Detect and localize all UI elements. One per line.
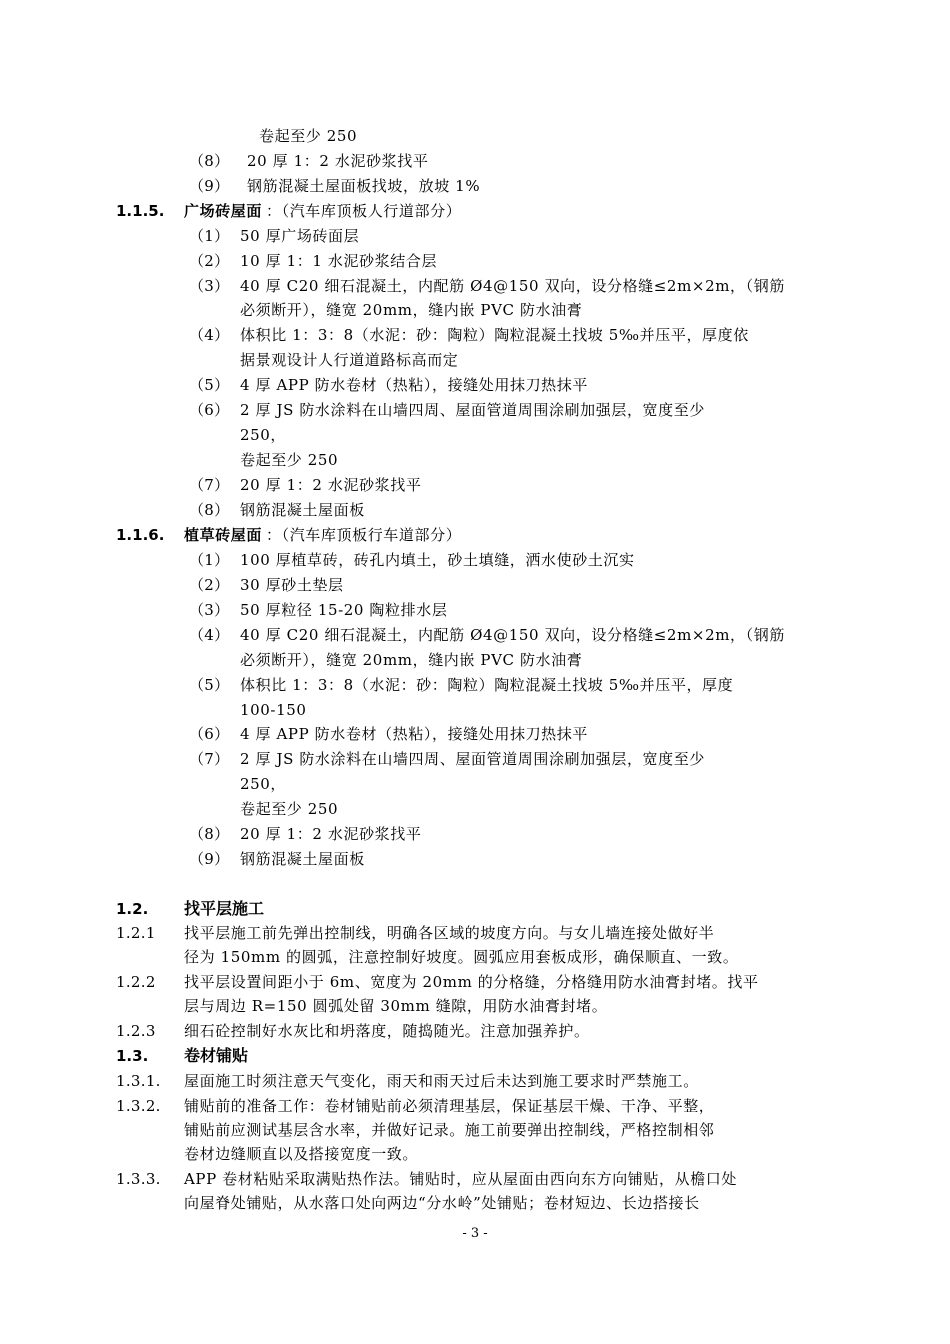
item-text: 100 厚植草砖，砖孔内填土，砂土填缝，洒水使砂土沉实 bbox=[240, 551, 635, 569]
item-text: 50 厚粒径 15-20 陶粒排水层 bbox=[240, 601, 448, 619]
item-number: （6） bbox=[189, 725, 230, 743]
item-text: 2 厚 JS 防水涂料在山墙四周、屋面管道周围涂刷加强层，宽度至少 bbox=[240, 750, 705, 768]
item-text: 钢筋混凝土屋面板找坡，放坡 1% bbox=[247, 177, 481, 195]
paragraph-text-continued: 层与周边 R=150 圆弧处留 30mm 缝隙，用防水油膏封堵。 bbox=[184, 997, 608, 1015]
paragraph-text: 细石砼控制好水灰比和坍落度，随捣随光。注意加强养护。 bbox=[184, 1022, 590, 1040]
item-text-continued: 卷起至少 250 bbox=[240, 451, 339, 469]
paragraph-text: 屋面施工时须注意天气变化，雨天和雨天过后未达到施工要求时严禁施工。 bbox=[184, 1072, 699, 1090]
paragraph-text: APP 卷材粘贴采取满贴热作法。铺贴时，应从屋面由西向东方向铺贴，从檐口处 bbox=[184, 1170, 737, 1188]
paragraph-number: 1.3.2. bbox=[116, 1097, 161, 1115]
item-text: 钢筋混凝土屋面板 bbox=[240, 850, 365, 868]
item-number: （3） bbox=[189, 277, 230, 295]
item-number: （4） bbox=[189, 626, 230, 644]
paragraph-text: 找平层施工前先弹出控制线，明确各区域的坡度方向。与女儿墙连接处做好半 bbox=[184, 924, 715, 942]
item-number: （9） bbox=[189, 177, 230, 195]
item-text: 50 厚广场砖面层 bbox=[240, 227, 360, 245]
page-number: - 3 - bbox=[462, 1226, 488, 1241]
paragraph-text: 铺贴前的准备工作：卷材铺贴前必须清理基层，保证基层干燥、干净、平整， bbox=[184, 1097, 715, 1115]
item-text: 40 厚 C20 细石混凝土，内配筋 Ø4@150 双向，设分格缝≤2m×2m，（钢筋 bbox=[240, 277, 785, 295]
section-number: 1.2. bbox=[116, 900, 149, 918]
item-number: （8） bbox=[189, 825, 230, 843]
item-text-continued: 卷起至少 250 bbox=[240, 800, 339, 818]
paragraph-text-continued: 铺贴前应测试基层含水率，并做好记录。施工前要弹出控制线，严格控制相邻 bbox=[184, 1121, 715, 1139]
paragraph-text-continued: 卷材边缝顺直以及搭接宽度一致。 bbox=[184, 1145, 419, 1163]
paragraph-number: 1.3.1. bbox=[116, 1072, 161, 1090]
section-subtitle: ：（汽车库顶板行车道部分） bbox=[266, 526, 462, 544]
paragraph-text: 找平层设置间距小于 6m、宽度为 20mm 的分格缝，分格缝用防水油膏封堵。找平 bbox=[184, 973, 759, 991]
item-text-continued: 100-150 bbox=[240, 701, 307, 719]
section-title: 找平层施工 bbox=[184, 899, 265, 918]
paragraph-number: 1.3.3. bbox=[116, 1170, 161, 1188]
item-number: （5） bbox=[189, 376, 230, 394]
paragraph-number: 1.2.2 bbox=[116, 973, 156, 991]
item-text: 4 厚 APP 防水卷材（热粘），接缝处用抹刀热抹平 bbox=[240, 376, 588, 394]
section-number: 1.1.5. bbox=[116, 202, 165, 220]
item-text: 20 厚 1：2 水泥砂浆找平 bbox=[240, 825, 422, 843]
item-text-continued: 据景观设计人行道道路标高而定 bbox=[240, 351, 459, 369]
item-text: 体积比 1：3：8（水泥：砂：陶粒）陶粒混凝土找坡 5‰并压平，厚度依 bbox=[240, 326, 749, 344]
section-title: 卷材铺贴 bbox=[184, 1046, 249, 1065]
item-number: （3） bbox=[189, 601, 230, 619]
item-text: 40 厚 C20 细石混凝土，内配筋 Ø4@150 双向，设分格缝≤2m×2m，（钢筋 bbox=[240, 626, 785, 644]
section-number: 1.1.6. bbox=[116, 526, 165, 544]
item-number: （8） bbox=[189, 152, 230, 170]
item-text: 4 厚 APP 防水卷材（热粘），接缝处用抹刀热抹平 bbox=[240, 725, 588, 743]
item-number: （5） bbox=[189, 676, 230, 694]
item-text: 20 厚 1：2 水泥砂浆找平 bbox=[247, 152, 429, 170]
item-text-continued: 250， bbox=[240, 426, 287, 444]
item-text-continued: 必须断开），缝宽 20mm，缝内嵌 PVC 防水油膏 bbox=[240, 301, 583, 319]
item-text: 10 厚 1：1 水泥砂浆结合层 bbox=[240, 252, 438, 270]
item-number: （7） bbox=[189, 750, 230, 768]
item-text: 2 厚 JS 防水涂料在山墙四周、屋面管道周围涂刷加强层，宽度至少 bbox=[240, 401, 705, 419]
item-number: （1） bbox=[189, 551, 230, 569]
item-number: （7） bbox=[189, 476, 230, 494]
paragraph-text-continued: 向屋脊处铺贴，从水落口处向两边“分水岭”处铺贴；卷材短边、长边搭接长 bbox=[184, 1194, 700, 1212]
continuation-line: 卷起至少 250 bbox=[259, 127, 358, 145]
section-subtitle: ：（汽车库顶板人行道部分） bbox=[266, 202, 462, 220]
item-text-continued: 250， bbox=[240, 775, 287, 793]
item-number: （2） bbox=[189, 252, 230, 270]
item-text: 30 厚砂土垫层 bbox=[240, 576, 344, 594]
section-number: 1.3. bbox=[116, 1047, 149, 1065]
section-title: 植草砖屋面 bbox=[184, 526, 263, 544]
item-number: （9） bbox=[189, 850, 230, 868]
item-text: 体积比 1：3：8（水泥：砂：陶粒）陶粒混凝土找坡 5‰并压平，厚度 bbox=[240, 676, 734, 694]
item-number: （2） bbox=[189, 576, 230, 594]
item-number: （1） bbox=[189, 227, 230, 245]
paragraph-number: 1.2.1 bbox=[116, 924, 156, 942]
item-text-continued: 必须断开），缝宽 20mm，缝内嵌 PVC 防水油膏 bbox=[240, 651, 583, 669]
paragraph-number: 1.2.3 bbox=[116, 1022, 156, 1040]
item-text: 钢筋混凝土屋面板 bbox=[240, 501, 365, 519]
section-title: 广场砖屋面 bbox=[184, 202, 263, 220]
paragraph-text-continued: 径为 150mm 的圆弧，注意控制好坡度。圆弧应用套板成形，确保顺直、一致。 bbox=[184, 948, 739, 966]
item-number: （4） bbox=[189, 326, 230, 344]
item-text: 20 厚 1：2 水泥砂浆找平 bbox=[240, 476, 422, 494]
item-number: （8） bbox=[189, 501, 230, 519]
item-number: （6） bbox=[189, 401, 230, 419]
